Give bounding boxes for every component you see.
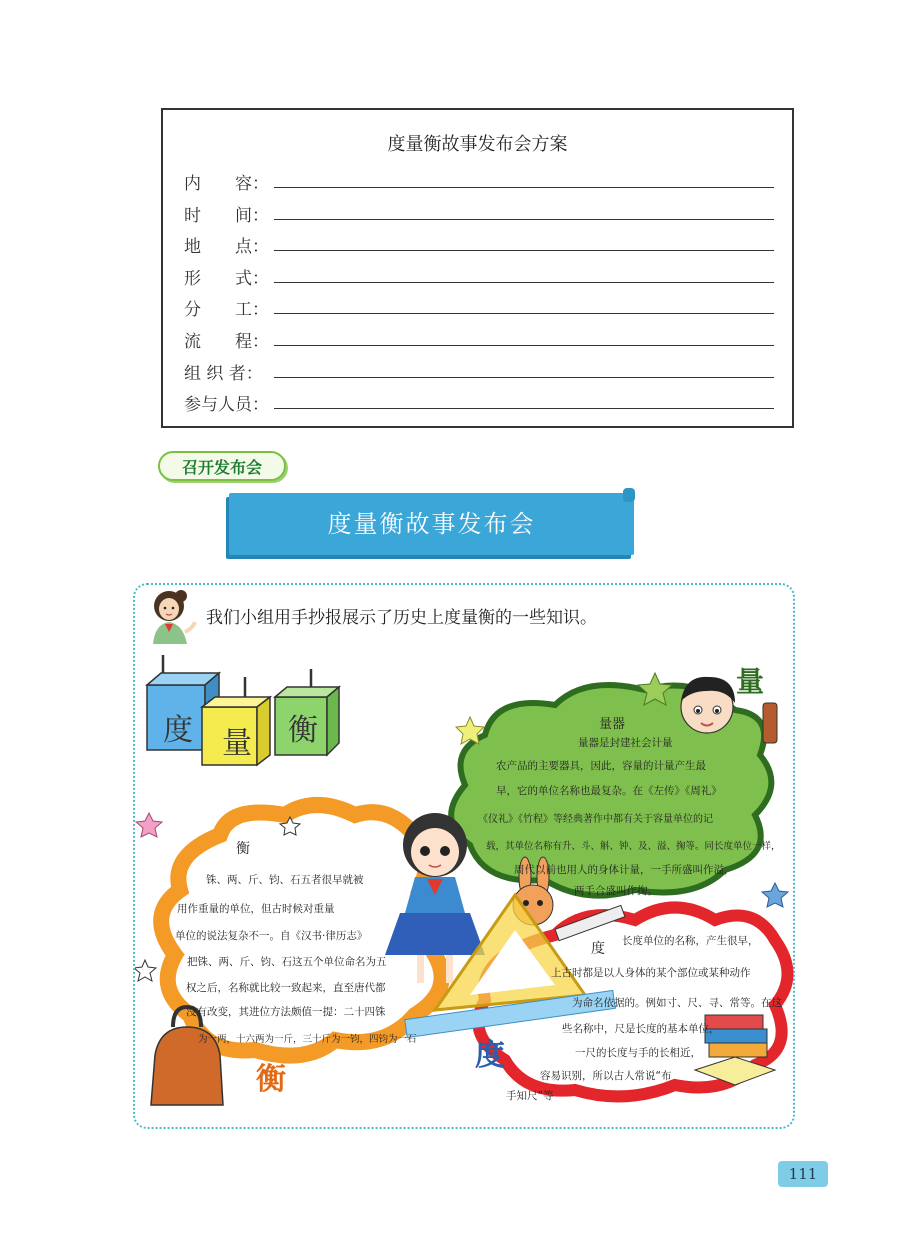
blank-line[interactable] <box>274 169 774 188</box>
blank-line[interactable] <box>274 390 774 409</box>
plan-title: 度量衡故事发布会方案 <box>387 134 568 155</box>
du-line: 些名称中，尺是长度的基本单位， <box>562 1023 720 1035</box>
section-label: 召开发布会 <box>158 451 286 481</box>
cube-label-du: 度 <box>163 713 193 748</box>
plan-field-process <box>184 324 774 352</box>
field-label: 时 间： <box>184 206 269 226</box>
heng-line: 把铢、两、斤、钧、石这五个单位命名为五 <box>187 956 387 968</box>
field-label: 形 式： <box>184 269 269 289</box>
plan-field-division <box>184 292 774 320</box>
field-label: 地 点： <box>184 237 269 257</box>
du-line: 上古时都是以人身体的某个部位或某种动作 <box>551 967 751 979</box>
girl-avatar-icon <box>145 588 197 646</box>
du-heading: 度 <box>591 941 605 957</box>
plan-field-content <box>184 166 774 194</box>
field-label: 流 程： <box>184 332 269 352</box>
blank-line[interactable] <box>274 359 774 378</box>
liang-line: 早，它的单位名称也最复杂。在《左传》《周礼》 <box>496 785 722 797</box>
page-number: 111 <box>778 1161 828 1187</box>
heng-line: 单位的说法复杂不一。自《汉书·律历志》 <box>175 930 368 942</box>
field-label: 组 织 者： <box>184 364 263 384</box>
plan-form <box>161 108 794 428</box>
liang-line: 两手合盛叫作掬。 <box>574 885 658 897</box>
plan-field-time <box>184 198 774 226</box>
du-line: 为命名依据的。例如寸、尺、寻、常等。在这 <box>572 997 782 1009</box>
field-label: 内 容： <box>184 174 269 194</box>
liang-line: 量器是封建社会计量 <box>578 737 673 749</box>
liang-line: 《仪礼》《竹程》等经典著作中都有关于容量单位的记 <box>478 814 713 825</box>
plan-field-place <box>184 229 774 257</box>
blank-line[interactable] <box>274 264 774 283</box>
heng-line: 铢、两、斤、钧、石五者很早就被 <box>206 874 364 886</box>
cube-label-heng: 衡 <box>288 713 318 748</box>
field-label: 分 工： <box>184 300 269 320</box>
blank-line[interactable] <box>274 201 774 220</box>
plan-field-form <box>184 261 774 289</box>
corner-char-liang: 量 <box>736 665 765 698</box>
liang-line: 农产品的主要器具，因此，容量的计量产生最 <box>496 760 706 772</box>
heng-heading: 衡 <box>236 841 250 857</box>
heng-line: 没有改变，其进位方法颇值一提：二十四铢 <box>186 1006 386 1018</box>
star-icon <box>136 813 162 837</box>
plan-field-participants <box>184 387 774 415</box>
heng-line: 权之后，名称就比较一致起来，直至唐代都 <box>186 982 386 994</box>
field-label: 参与人员： <box>184 395 269 415</box>
liang-line: 载，其单位名称有升、斗、斛、钟、及、溢、掬等。同长度单位一样， <box>486 841 781 852</box>
liang-heading: 量器 <box>599 717 626 732</box>
star-icon <box>135 960 156 981</box>
heng-line: 为一两，十六两为一斤，三十斤为一钧，四钧为一石 <box>198 1034 417 1045</box>
heng-big-char: 衡 <box>256 1062 286 1097</box>
star-icon <box>762 883 788 907</box>
blank-line[interactable] <box>274 295 774 314</box>
measuring-scoop-icon <box>763 703 777 743</box>
plan-field-organizer <box>184 356 774 384</box>
speech-text: 我们小组用手抄报展示了历史上度量衡的一些知识。 <box>206 608 597 628</box>
du-big-char: 度 <box>475 1038 505 1073</box>
cube-label-liang: 量 <box>222 726 252 761</box>
du-line: 一尺的长度与手的长相近， <box>575 1047 701 1059</box>
boy-avatar-icon <box>681 677 735 733</box>
liang-line: 周代以前也用人的身体计量，一手所盛叫作溢， <box>514 864 735 876</box>
banner-title: 度量衡故事发布会 <box>327 510 536 538</box>
du-line: 手知尺”等 <box>506 1090 554 1102</box>
du-line: 长度单位的名称，产生很早， <box>622 935 759 947</box>
du-line: 容易识别，所以古人常说“布 <box>540 1070 672 1082</box>
blank-line[interactable] <box>274 327 774 346</box>
heng-line: 用作重量的单位，但古时候对重量 <box>177 903 335 915</box>
blank-line[interactable] <box>274 232 774 251</box>
